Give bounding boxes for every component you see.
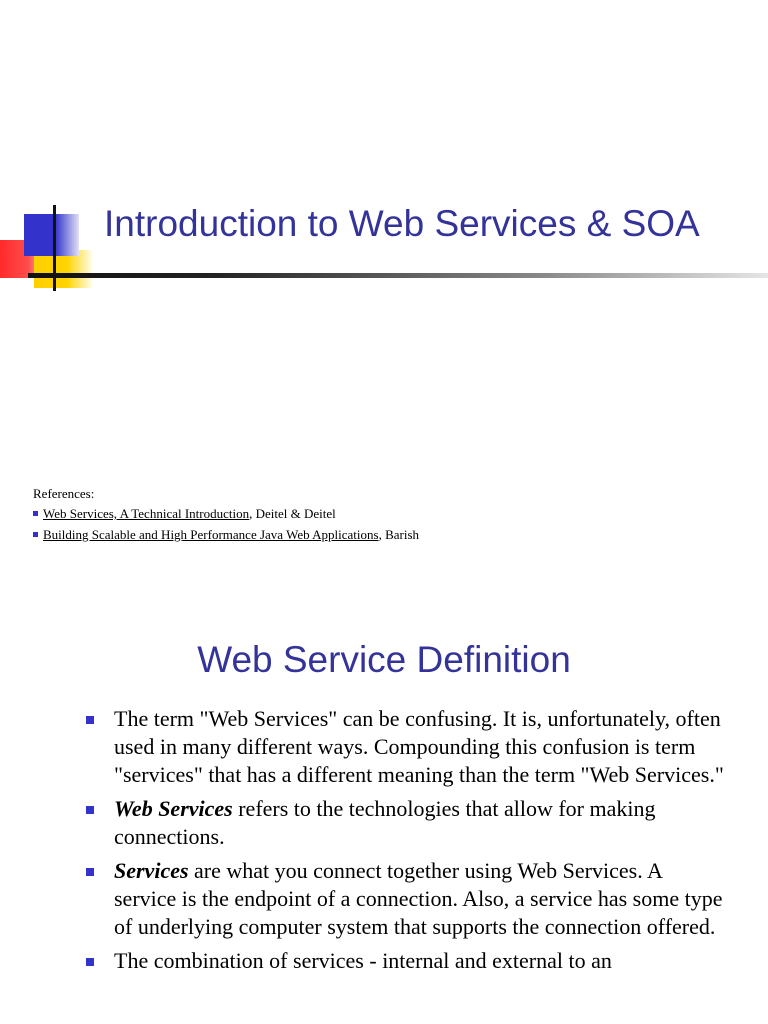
list-item [86,795,726,851]
logo-vertical-line [53,205,56,291]
bullet-text [114,705,726,789]
square-bullet-icon [86,868,94,876]
square-bullet-icon [33,532,38,537]
references-block [33,484,753,545]
list-item [86,947,726,975]
bullet-text [114,947,612,975]
square-bullet-icon [86,806,94,814]
reference-item [33,524,753,545]
list-item [86,857,726,941]
list-item [86,705,726,789]
bullet-body: The term "Web Services" can be confusing. It is, unfortunately, often used in many different ways. Compounding this confusion is term "services" that has a different meaning than the term "Web Services." [114,706,724,787]
bullet-text [114,857,726,941]
bullet-list [86,705,726,981]
bullet-text [114,795,726,851]
bullet-body: The combination of services - internal and external to an [114,948,612,973]
reference-author: , Deitel & Deitel [249,506,336,521]
slide-title: Introduction to Web Services & SOA [104,203,700,244]
emphasized-term: Web Services [114,796,233,821]
square-bullet-icon [33,511,38,516]
reference-link[interactable]: Building Scalable and High Performance Java Web Applications [43,527,379,542]
slide-title: Web Service Definition [197,639,571,680]
emphasized-term: Services [114,858,189,883]
references-header: References: [33,486,95,501]
bullet-body: are what you connect together using Web Services. A service is the endpoint of a connection. Also, a service has some type of underlying computer system that supports the connection offered. [114,858,723,939]
bullet-body: refers to the technologies that allow for making connections. [114,796,656,849]
square-bullet-icon [86,716,94,724]
reference-author: , Barish [378,527,420,542]
reference-item [33,503,753,524]
title-underline-rule [28,273,768,278]
reference-link[interactable]: Web Services, A Technical Introduction [43,506,250,521]
logo-blue-fade [55,214,79,256]
square-bullet-icon [86,958,94,966]
